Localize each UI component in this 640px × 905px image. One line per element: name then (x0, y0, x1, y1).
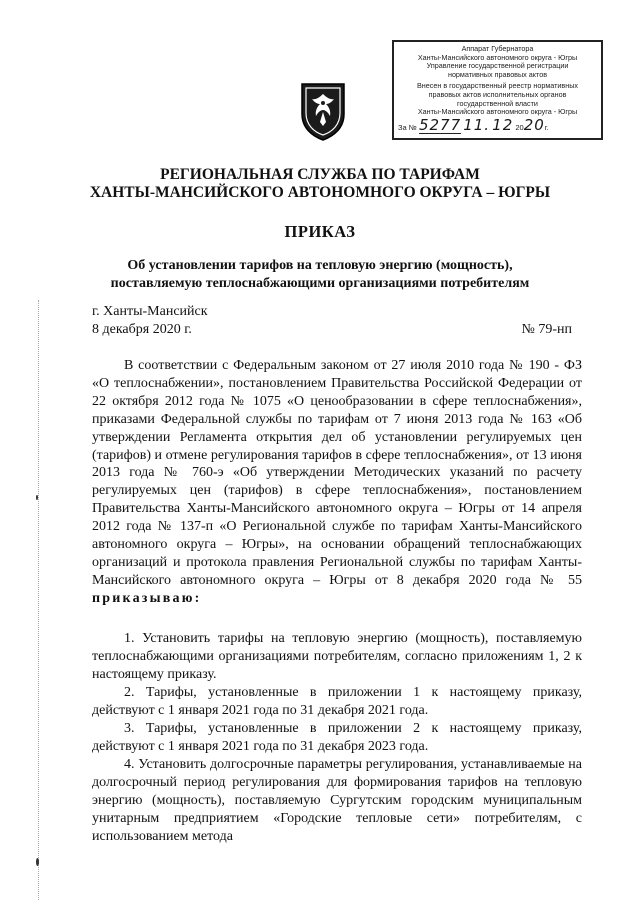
item-4: 4. Установить долгосрочные параметры регулирования, устанавливаемые на долгосрочный период регулирования для формирования тарифов на тепловую энергию (мощность), поставляемую Сургутским городским муниципальным унитарным предприятием «Городские тепловые сети» потребителям, с использованием метода (92, 757, 582, 844)
stamp-num-prefix: За № (398, 123, 417, 133)
registration-stamp (392, 40, 603, 140)
stamp-line: Ханты-Мансийского автономного округа - Югры (417, 52, 578, 62)
preamble-text: В соответствии с Федеральным законом от 27 июля 2010 года № 190 - ФЗ «О теплоснабжении», постановлением Правительства Российской Федерации от 22 октября 2012 года № 1075 «О ценообразовании в сфере теплоснабжения», приказами Федеральной службы по тарифам от 7 июня 2013 года № 163 «Об утверждении Регламента открытия дел об установлении регулируемых цен (тарифов) и отмене регулирования тарифов в сфере теплоснабжения», от 13 июня 2013 года № 760-э «Об утверждении Методических указаний по расчету регулируемых цен (тарифов) в сфере теплоснабжения», постановлением Правительства Ханты-Мансийского автономного округа – Югры от 14 апреля 2012 года № 137-п «О Региональной службе по тарифам Ханты-Мансийского автономного округа – Югры», на основании обращений теплоснабжающих организаций и протокола правления Региональной службы по тарифам Ханты-Мансийского автономного округа – Югры от 8 декабря 2020 года № 55 (92, 358, 582, 588)
org-title-line2: ХАНТЫ-МАНСИЙСКОГО АВТОНОМНОГО ОКРУГА – ЮГРЫ (89, 184, 551, 201)
scan-artifact-dot (36, 495, 38, 500)
stamp-line: Аппарат Губернатора (461, 44, 534, 53)
stamp-reg-day: 11. (463, 116, 491, 135)
preamble-paragraph (92, 357, 582, 608)
stamp-line: нормативных правовых актов (447, 69, 548, 79)
org-title-line1: РЕГИОНАЛЬНАЯ СЛУЖБА ПО ТАРИФАМ (160, 166, 480, 183)
document-date: 8 декабря 2020 г. (92, 322, 192, 337)
stamp-line: государственной власти (457, 98, 538, 108)
subject-line2: поставляемую теплоснабжающими организациями потребителям (110, 276, 530, 291)
stamp-reg-number: 5277 (418, 116, 462, 135)
item-1: 1. Установить тарифы на тепловую энергию (мощность), поставляемую теплоснабжающими организациями потребителям, согласно приложениям 1, 2 к настоящему приказу. (92, 631, 582, 682)
stamp-year-end: г. (544, 123, 549, 133)
item-2: 2. Тарифы, установленные в приложении 1 к настоящему приказу, действуют с 1 января 2021 года по 31 декабря 2021 года. (92, 685, 582, 718)
stamp-line: Внесен в государственный реестр нормативных (417, 81, 578, 91)
item-3: 3. Тарифы, установленные в приложении 2 к настоящему приказу, действуют с 1 января 2021 года по 31 декабря 2023 года. (92, 721, 582, 754)
scan-artifact-dot (36, 858, 39, 866)
stamp-line: Ханты-Мансийского автономного округа - Югры (417, 107, 578, 117)
stamp-year-prefix: 20 (515, 123, 524, 133)
document-type-title: ПРИКАЗ (284, 222, 356, 241)
stamp-reg-month: 12 (492, 116, 514, 135)
stamp-line: Управление государственной регистрации (426, 61, 569, 71)
stamp-registration-number (398, 116, 598, 135)
document-number: № 79-нп (521, 322, 572, 337)
subject-line1: Об установлении тарифов на тепловую энергию (мощность), (127, 258, 513, 273)
coat-of-arms-emblem (298, 80, 348, 142)
stamp-year-suffix: 20 (523, 116, 545, 135)
order-word: приказываю: (92, 590, 202, 606)
scan-artifact-line (38, 300, 40, 900)
stamp-line: правовых актов исполнительных органов (428, 89, 567, 99)
city: г. Ханты-Мансийск (92, 304, 208, 319)
